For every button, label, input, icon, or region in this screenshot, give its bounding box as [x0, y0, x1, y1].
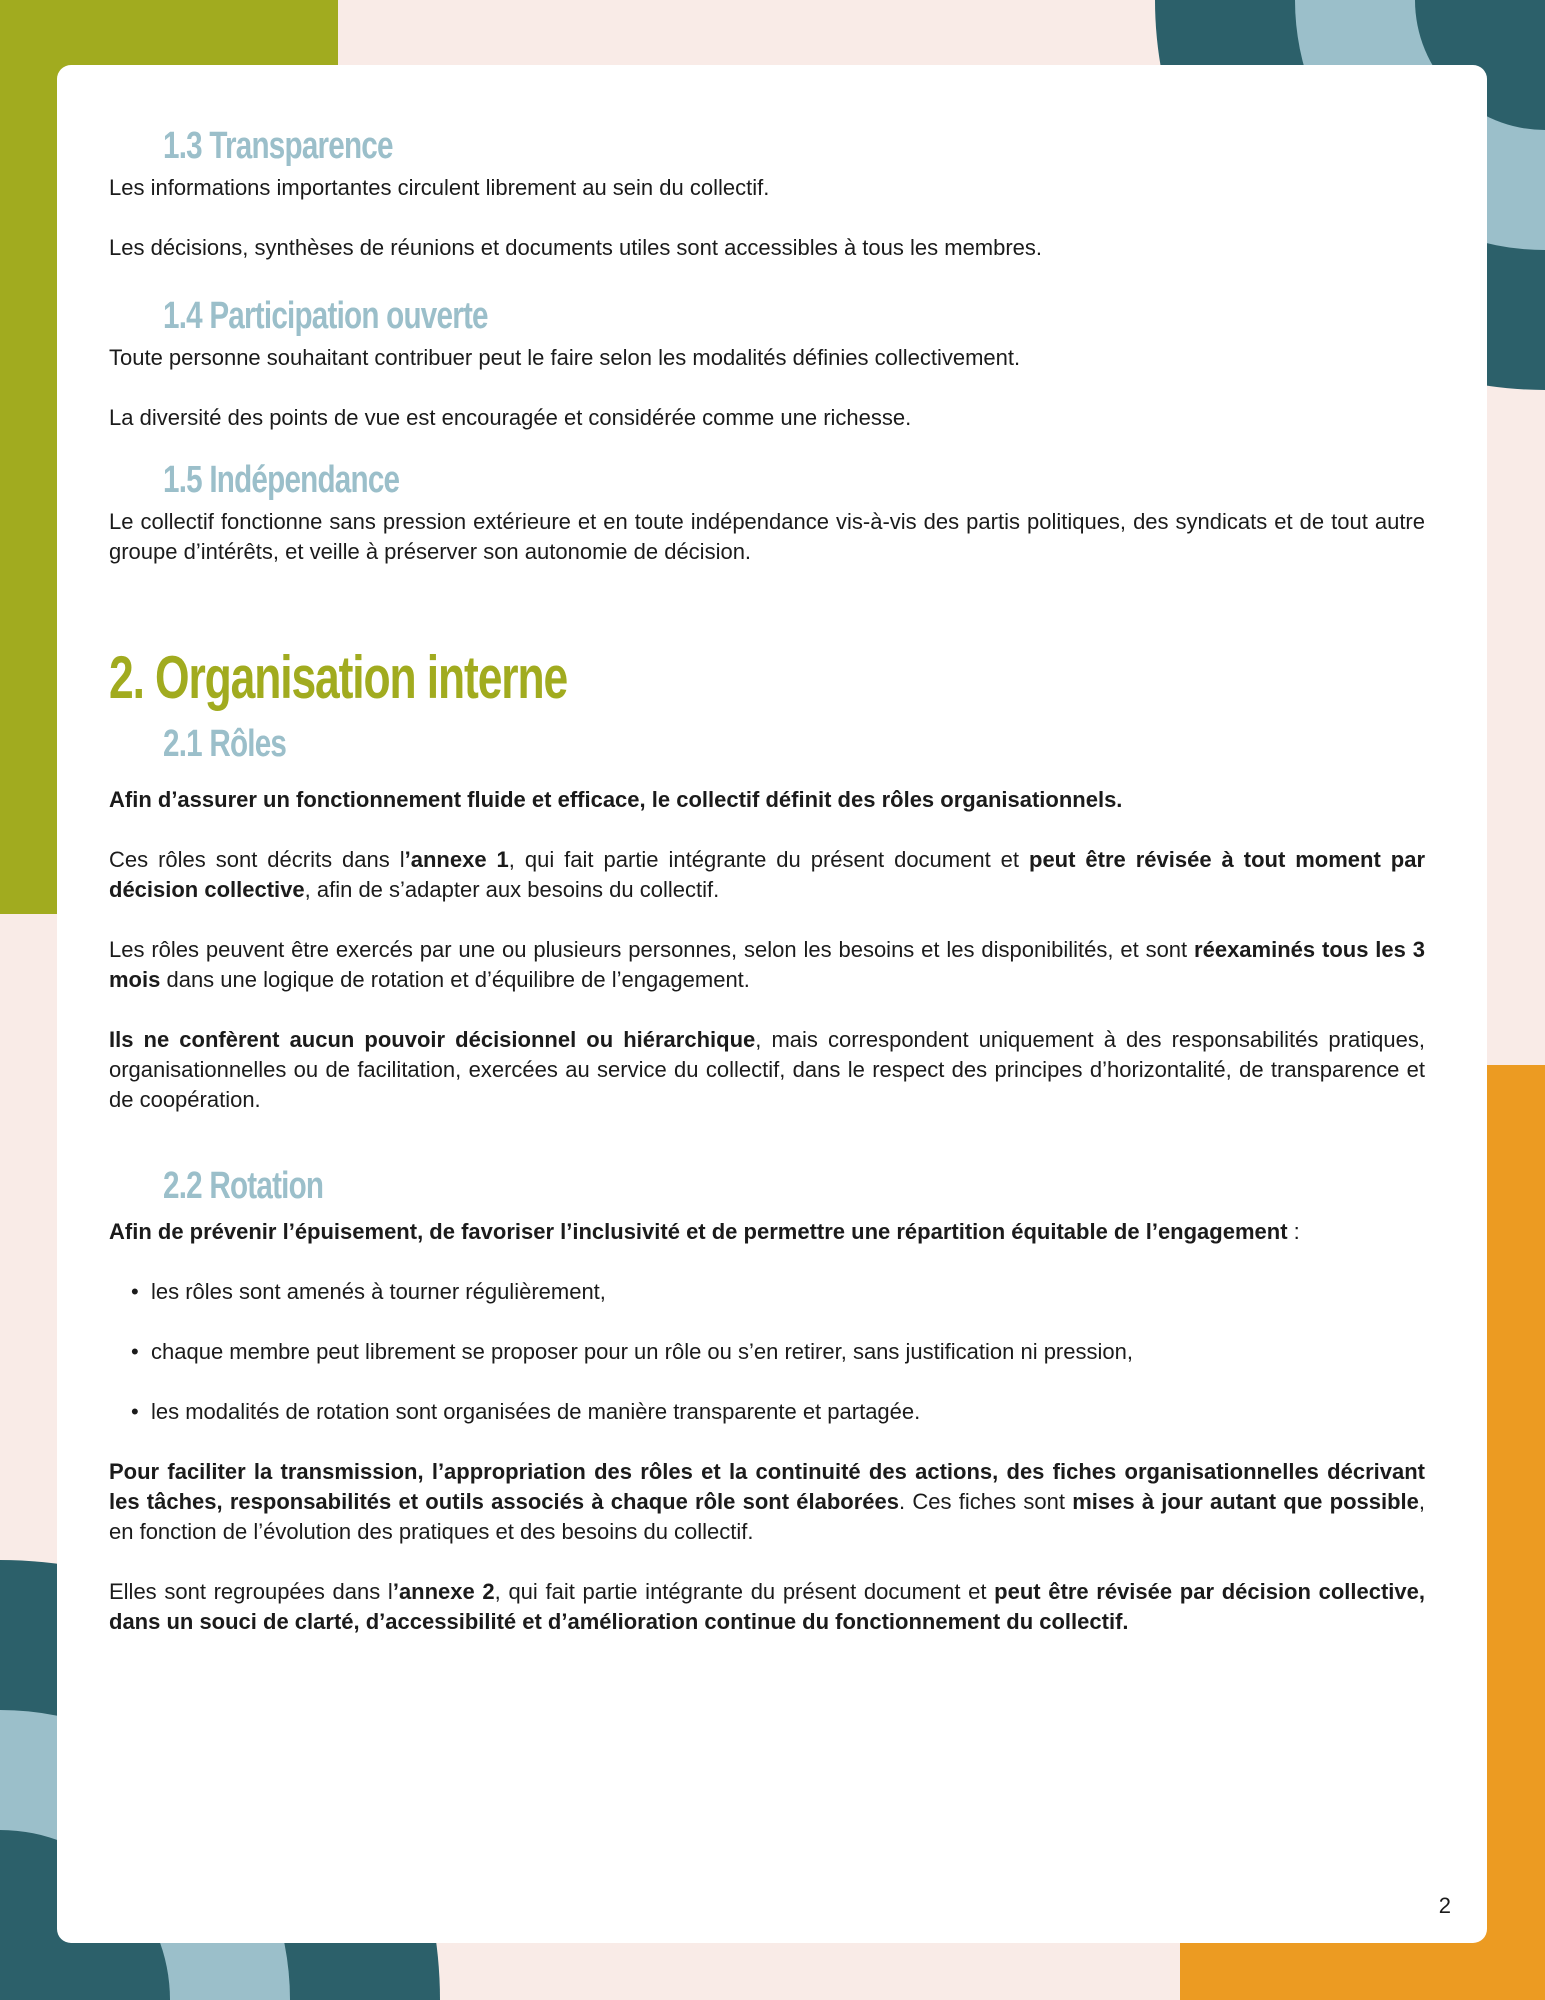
bold-text: Afin d’assurer un fonctionnement fluide et efficace, le collectif définit des rôles organisationnels.	[109, 787, 1123, 812]
bullet-icon: •	[131, 1279, 139, 1304]
paragraph: Pour faciliter la transmission, l’appropriation des rôles et la continuité des actions, des fiches organisationnelles décrivant les tâches, responsabilités et outils associés à chaque rôle sont élaborées. Ces fiches sont mises à jour autant que possible, en fonction de l’évolution des pratiques et des besoins du collectif.	[109, 1459, 1425, 1544]
paragraph: Le collectif fonctionne sans pression extérieure et en toute indépendance vis-à-vis des partis politiques, des syndicats et de tout autre groupe d’intérêts, et veille à préserver son autonomie de décision.	[109, 509, 1425, 564]
page-number: 2	[1438, 1893, 1451, 1918]
paragraph: Afin de prévenir l’épuisement, de favoriser l’inclusivité et de permettre une répartition équitable de l’engagement :	[109, 1219, 1300, 1244]
paragraph: Ils ne confèrent aucun pouvoir décisionnel ou hiérarchique, mais correspondent uniquement à des responsabilités pratiques, organisationnelles ou de facilitation, exercées au service du collectif, dans le respect des principes d’horizontalité, de transparence et de coopération.	[109, 1027, 1426, 1112]
page-content	[109, 123, 1425, 1637]
paragraph: Elles sont regroupées dans l’annexe 2, qui fait partie intégrante du présent document et peut être révisée par décision collective, dans un souci de clarté, d’accessibilité et d’amélioration continue du fonctionnement du collectif.	[109, 1579, 1425, 1634]
paragraph: Les rôles peuvent être exercés par une ou plusieurs personnes, selon les besoins et les disponibilités, et sont réexaminés tous les 3 mois dans une logique de rotation et d’équilibre de l’engagement.	[109, 937, 1425, 992]
heading-2-1: 2.1 Rôles	[163, 723, 287, 765]
paragraph	[109, 785, 1425, 815]
document-page	[57, 65, 1487, 1943]
paragraph: La diversité des points de vue est encouragée et considérée comme une richesse.	[109, 405, 912, 430]
heading-1-3: 1.3 Transparence	[163, 125, 393, 167]
paragraph: Ces rôles sont décrits dans l’annexe 1, qui fait partie intégrante du présent document et peut être révisée à tout moment par décision collective, afin de s’adapter aux besoins du collectif.	[109, 847, 1426, 902]
paragraph: Les décisions, synthèses de réunions et documents utiles sont accessibles à tous les membres.	[109, 235, 1043, 260]
list-item: • les modalités de rotation sont organisées de manière transparente et partagée.	[151, 1397, 1425, 1427]
list-item: • chaque membre peut librement se proposer pour un rôle ou s’en retirer, sans justification ni pression,	[151, 1337, 1425, 1367]
paragraph: Toute personne souhaitant contribuer peut le faire selon les modalités définies collectivement.	[109, 345, 1021, 370]
list-item: • les rôles sont amenés à tourner régulièrement,	[151, 1277, 1425, 1307]
bullet-icon: •	[131, 1399, 139, 1424]
paragraph: Les informations importantes circulent librement au sein du collectif.	[109, 175, 770, 200]
bullet-icon: •	[131, 1339, 139, 1364]
rotation-list	[109, 1277, 1425, 1427]
heading-2-2: 2.2 Rotation	[163, 1165, 324, 1207]
heading-1-4: 1.4 Participation ouverte	[163, 295, 488, 337]
heading-1-5: 1.5 Indépendance	[163, 459, 400, 501]
heading-2: 2. Organisation interne	[109, 644, 568, 711]
